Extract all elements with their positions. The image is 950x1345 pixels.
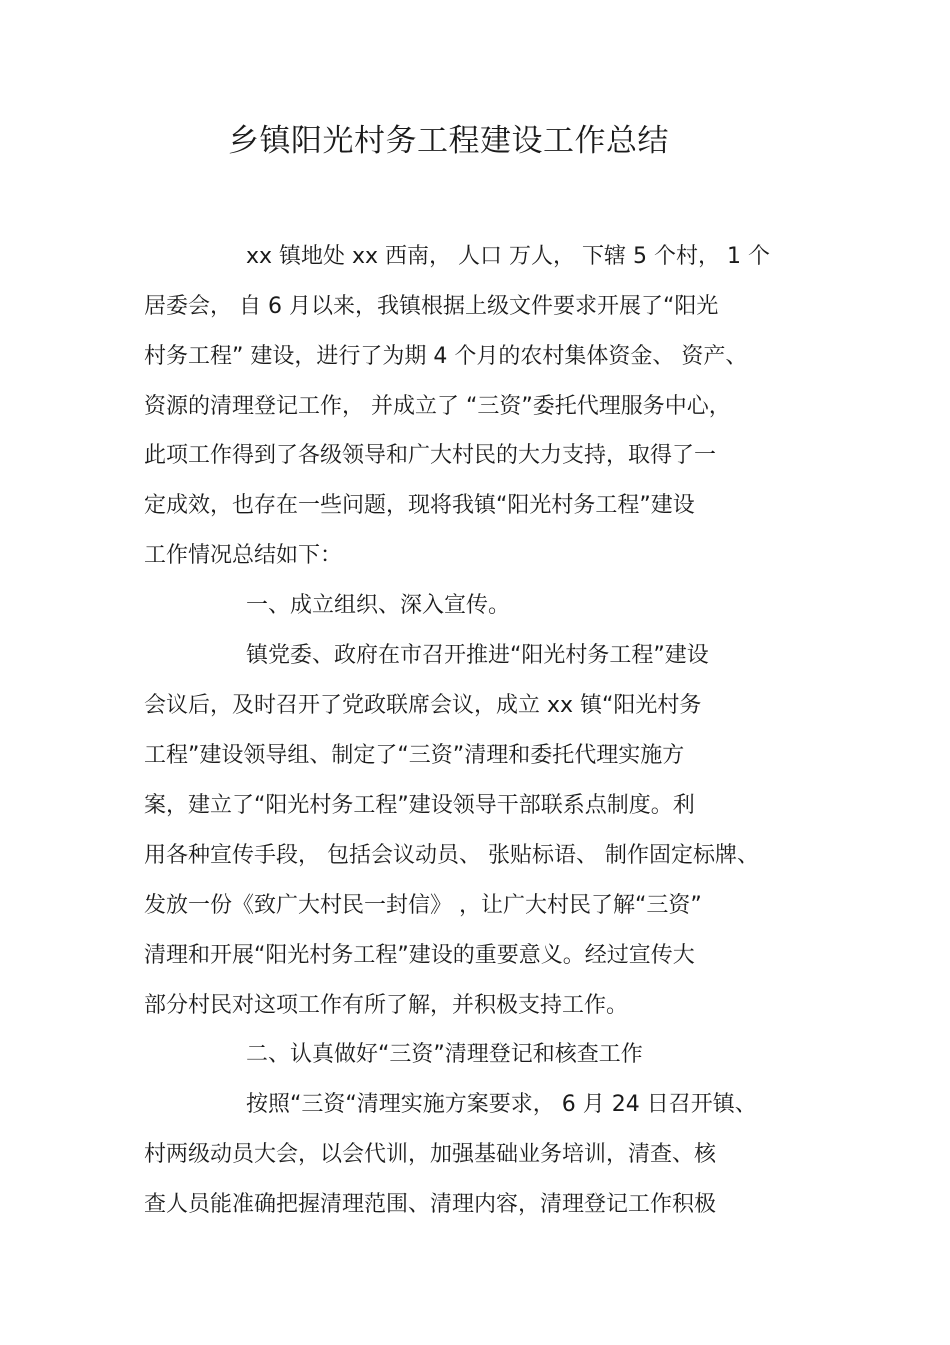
paragraph-line: 村两级动员大会，以会代训，加强基础业务培训，清查、核: [144, 1142, 717, 1167]
section-heading: 一、成立组织、深入宣传。: [246, 593, 511, 618]
paragraph-line: 定成效，也存在一些问题，现将我镇“阳光村务工程”建设: [144, 493, 695, 518]
paragraph-line: 资源的清理登记工作， 并成立了 “三资”委托代理服务中心，: [144, 394, 731, 419]
paragraph-line: 查人员能准确把握清理范围、清理内容，清理登记工作积极: [144, 1192, 717, 1217]
paragraph-line: 居委会， 自 6 月以来，我镇根据上级文件要求开展了“阳光: [144, 294, 719, 319]
section-heading: 二、认真做好“三资”清理登记和核查工作: [246, 1042, 643, 1067]
paragraph-line: 按照“三资“清理实施方案要求， 6 月 24 日召开镇、: [246, 1092, 757, 1117]
paragraph-line: 发放一份《致广大村民一封信》 ，让广大村民了解“三资”: [144, 893, 702, 918]
paragraph-line: xx 镇地处 xx 西南， 人口 万人， 下辖 5 个村， 1 个: [246, 244, 771, 269]
paragraph-line: 会议后，及时召开了党政联席会议，成立 xx 镇“阳光村务: [144, 693, 702, 718]
paragraph-line: 工作情况总结如下：: [144, 543, 343, 568]
document-title: 乡镇阳光村务工程建设工作总结: [228, 123, 669, 159]
paragraph-line: 此项工作得到了各级领导和广大村民的大力支持，取得了一: [144, 443, 717, 468]
paragraph-line: 镇党委、政府在市召开推进“阳光村务工程”建设: [246, 643, 709, 668]
paragraph-line: 清理和开展“阳光村务工程”建设的重要意义。经过宣传大: [144, 943, 695, 968]
paragraph-line: 用各种宣传手段， 包括会议动员、 张贴标语、 制作固定标牌、: [144, 843, 759, 868]
paragraph-line: 部分村民对这项工作有所了解，并积极支持工作。: [144, 993, 629, 1018]
paragraph-line: 工程”建设领导组、制定了“三资”清理和委托代理实施方: [144, 743, 685, 768]
paragraph-line: 村务工程” 建设，进行了为期 4 个月的农村集体资金、 资产、: [144, 344, 748, 369]
paragraph-line: 案，建立了“阳光村务工程”建设领导干部联系点制度。利: [144, 793, 695, 818]
